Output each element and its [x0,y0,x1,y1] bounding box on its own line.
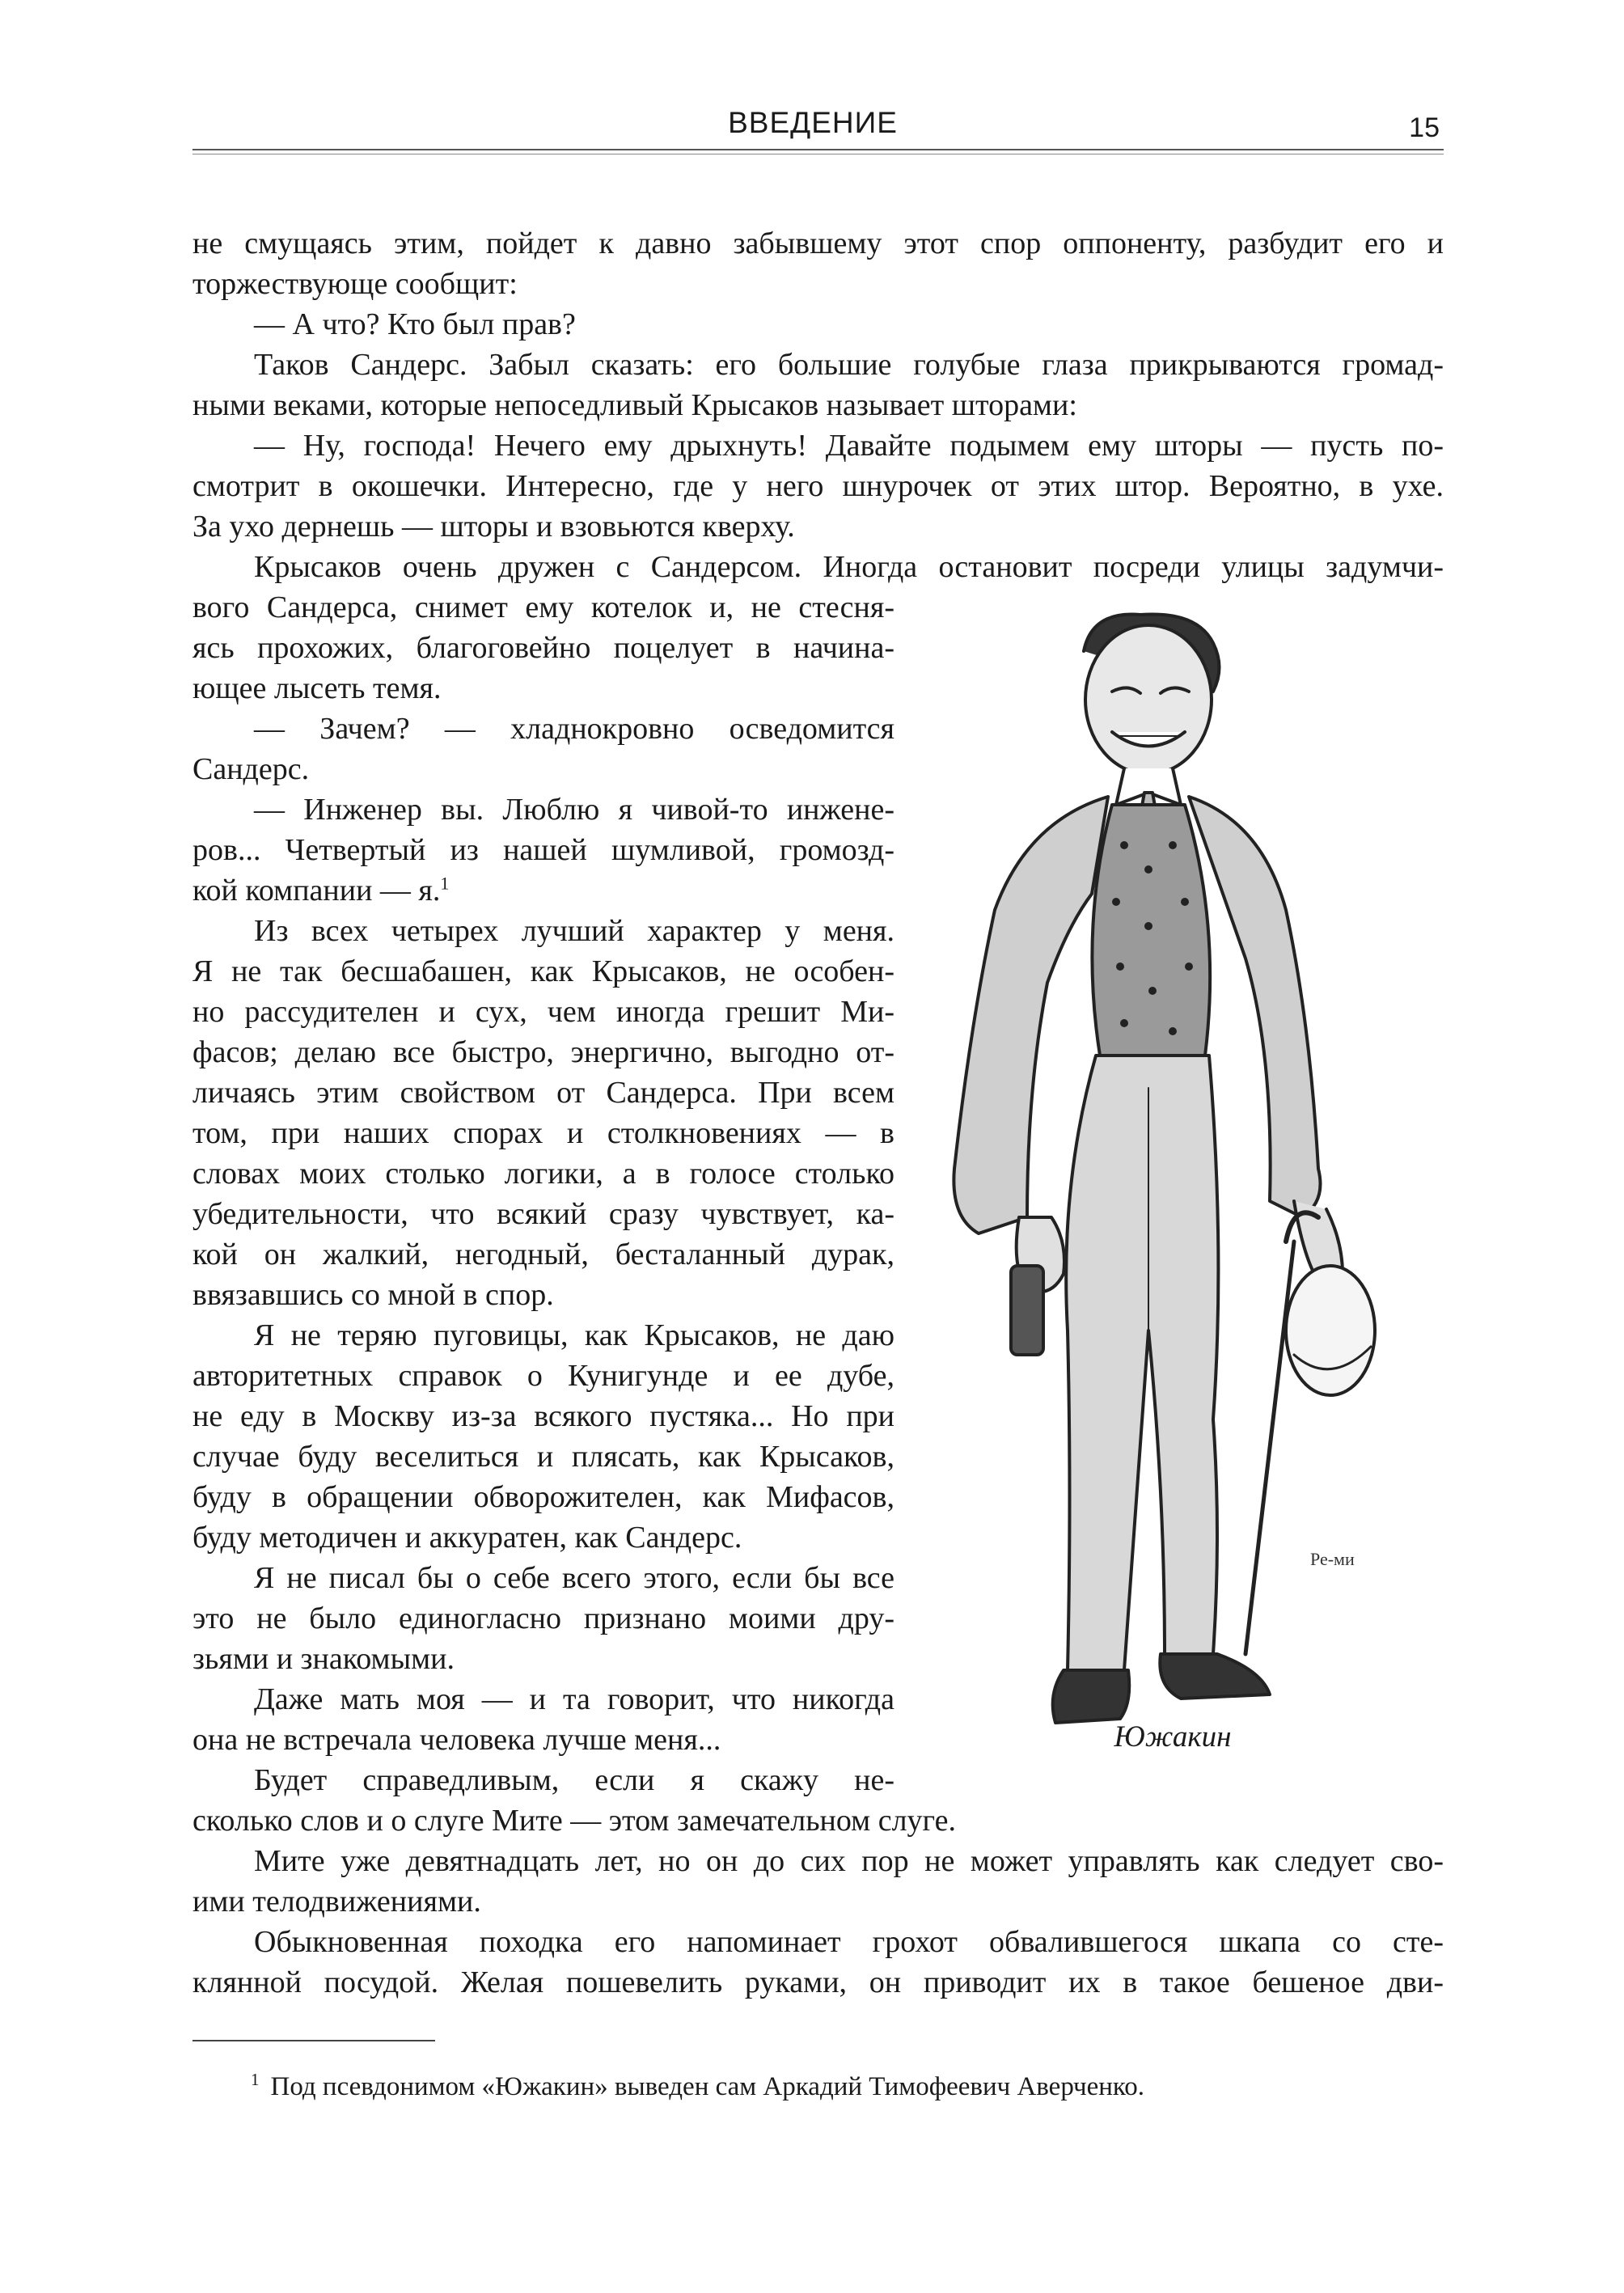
text-line: ими телодвижениями. [192,1885,481,1919]
footnote-reference[interactable]: 1 [440,873,450,894]
text-span: кой компании — я. [192,874,441,907]
text-line: Я не так бесшабашен, как Крысаков, не особен- [192,954,894,988]
text-line: зьями и знакомыми. [192,1642,455,1676]
text-line: — Зачем? — хладнокровно осведомится [254,712,894,746]
header-rule [192,149,1444,150]
text-line: кой он жалкий, негодный, бесталанный дурак, [192,1237,894,1271]
text-line: не еду в Москву из-за всякого пустяка... Но при [192,1399,894,1433]
text-line: сколько слов и о слуге Мите — этом замечательном слуге. [192,1804,956,1838]
text-line: Я не теряю пуговицы, как Крысаков, не даю [254,1318,894,1352]
text-line: Мите уже девятнадцать лет, но он до сих пор не может управлять как следует сво- [254,1844,1444,1878]
text-line: словах моих столько логики, а в голосе столько [192,1157,894,1191]
text-line: — А что? Кто был прав? [254,307,576,341]
footnote-text: Под псевдонимом «Южакин» выведен сам Аркадий Тимофеевич Аверченко. [270,2072,1145,2101]
text-line: Сандерс. [192,752,310,786]
text-line: — Ну, господа! Нечего ему дрыхнуть! Давайте подымем ему шторы — пусть по- [254,429,1444,463]
text-line: ввязавшись со мной в спор. [192,1278,554,1312]
text-line: За ухо дернешь — шторы и взовьются кверху. [192,510,795,544]
running-header: ВВЕДЕНИЕ [728,106,898,139]
text-line: буду в обращении обворожителен, как Мифасов, [192,1480,894,1514]
footnote-rule [192,2040,435,2041]
text-line: но рассудителен и сух, чем иногда грешит Ми- [192,995,894,1029]
text-line [192,870,894,911]
footnote [251,2062,1144,2104]
illustration-signature: Ре-ми [1310,1549,1355,1569]
text-line: вого Сандерса, снимет ему котелок и, не стесня- [192,590,894,624]
text-line: фасов; делаю все быстро, энергично, выгодно от- [192,1035,894,1069]
text-line: Из всех четырех лучший характер у меня. [254,914,894,948]
page-number: 15 [1409,112,1440,143]
text-line: буду методичен и аккуратен, как Сандерс. [192,1521,742,1555]
text-line: том, при наших спорах и столкновениях — в [192,1116,894,1150]
text-line: ясь прохожих, благоговейно поцелует в начина- [192,631,894,665]
footnote-marker: 1 [251,2070,260,2089]
text-line: не смущаясь этим, пойдет к давно забывшему этот спор оппоненту, разбудит его и [192,226,1444,260]
text-line: Обыкновенная походка его напоминает грохот обвалившегося шкапа со сте- [254,1925,1444,1959]
text-line: торжествующе сообщит: [192,267,518,301]
text-line: личаясь этим свойством от Сандерса. При всем [192,1076,894,1110]
text-line: ющее лысеть темя. [192,671,442,705]
text-line: ров... Четвертый из нашей шумливой, громозд- [192,833,894,867]
text-line: Крысаков очень дружен с Сандерсом. Иногда остановит посреди улицы задумчи- [254,550,1444,584]
text-line: она не встречала человека лучше меня... [192,1723,721,1757]
illustration-caption: Южакин [1114,1720,1232,1754]
text-line: смотрит в окошечки. Интересно, где у него шнурочек от этих штор. Вероятно, в ухе. [192,469,1444,503]
text-line: случае буду веселиться и плясать, как Крысаков, [192,1440,894,1474]
text-line: ными веками, которые непоседливый Крысаков называет шторами: [192,388,1077,422]
text-line: Будет справедливым, если я скажу не- [254,1763,894,1797]
text-line: Даже мать моя — и та говорит, что никогда [254,1682,894,1716]
text-line: Таков Сандерс. Забыл сказать: его большие голубые глаза прикрываются громад- [254,348,1444,382]
text-line: убедительности, что всякий сразу чувствует, ка- [192,1197,894,1231]
text-line: клянной посудой. Желая пошевелить руками, он приводит их в такое бешеное дви- [192,1965,1444,1999]
illustration-man-with-hat [906,603,1391,1767]
text-line: Я не писал бы о себе всего этого, если бы все [254,1561,894,1595]
text-line: это не было единогласно признано моими дру- [192,1601,894,1635]
text-line: — Инженер вы. Люблю я чивой-то инжене- [254,793,894,827]
text-line: авторитетных справок о Кунигунде и ее дубе, [192,1359,894,1393]
